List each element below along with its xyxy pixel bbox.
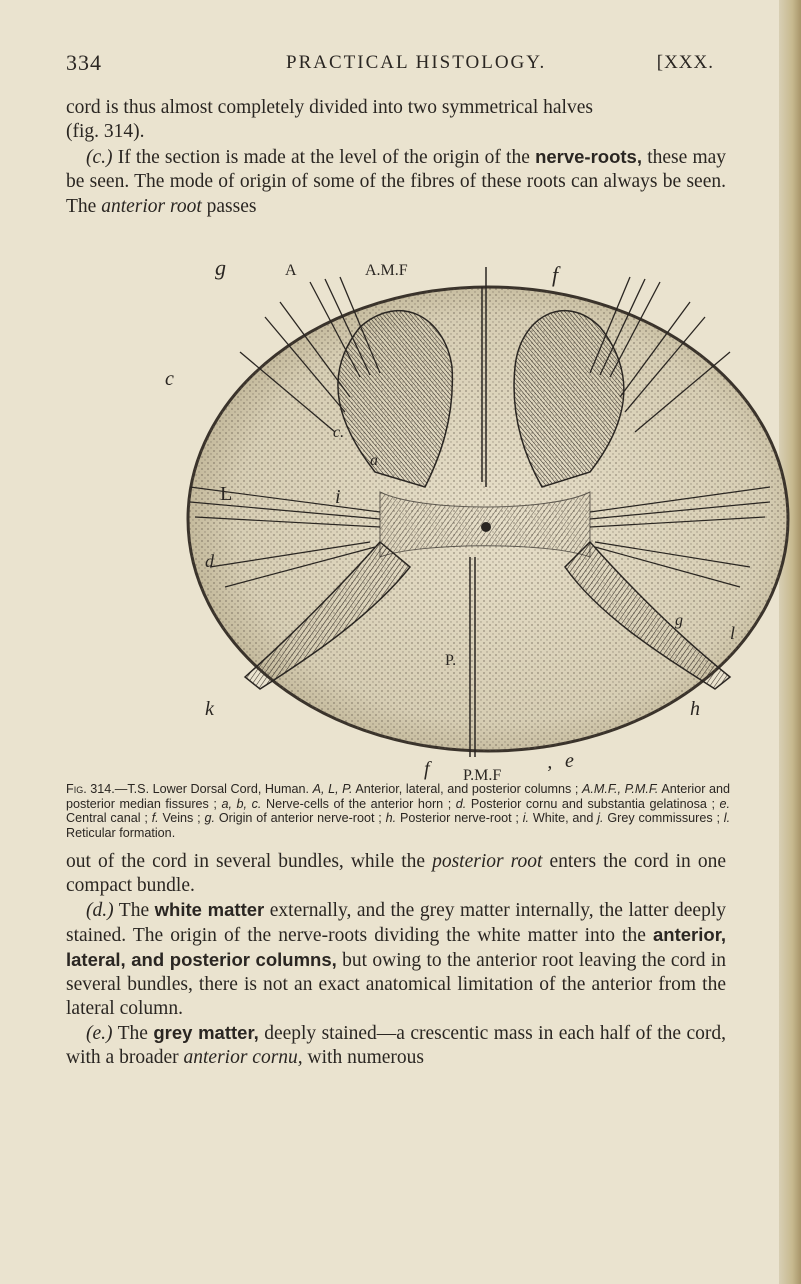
text-run: The [117, 1023, 148, 1044]
para-label: (c.) [86, 146, 113, 168]
label-bottom-mark: ’ [545, 762, 552, 784]
caption-run: —T.S. Lower Dorsal Cord, Human. [114, 782, 310, 796]
italic-term: anterior root [101, 195, 202, 217]
italic-term: posterior root [432, 851, 543, 872]
text-run: out of the cord in several bundles, while the [66, 851, 426, 872]
bold-term: grey matter, [153, 1022, 259, 1043]
bold-term: nerve-roots, [535, 145, 642, 167]
page-header [66, 50, 726, 80]
top-paragraphs [66, 96, 726, 219]
caption-ref: l. [723, 811, 731, 825]
label-P: P. [445, 652, 457, 669]
caption-text [66, 782, 730, 840]
paragraph-continued [66, 850, 726, 898]
italic-term: anterior cornu, [183, 1047, 303, 1068]
caption-run: Veins ; [162, 811, 201, 825]
label-c: c [165, 368, 174, 390]
label-g-left: g [215, 255, 226, 280]
page-number: 334 [66, 50, 102, 75]
label-A: A [285, 262, 297, 279]
caption-ref: h. [385, 811, 397, 825]
label-f-bottom: f [424, 758, 430, 780]
caption-run: Posterior cornu and substantia gelatinosa ; [470, 796, 715, 811]
caption-ref: d. [455, 796, 467, 811]
label-cl: c. [333, 424, 345, 441]
label-d: d [205, 551, 214, 571]
label-a: a [370, 452, 378, 469]
para-label: (e.) [86, 1023, 113, 1044]
page-edge [779, 0, 801, 1284]
bold-term: anterior, lateral, and posterior columns, [66, 924, 727, 970]
caption-run: Grey commissures ; [607, 811, 720, 825]
text-run: The [118, 900, 150, 921]
label-h: h [690, 698, 700, 720]
caption-ref: a, b, c. [221, 796, 262, 811]
text-run: with numerous [307, 1047, 424, 1068]
text-run: deeply stained—a crescentic mass in each half of the cord, with a broader [66, 1023, 726, 1068]
label-PMF: P.M.F [463, 767, 502, 784]
caption-ref: g. [204, 811, 215, 825]
text-run: but owing to the anterior root leaving the cord in several bundles, there is not an exact anatomical limitation of the anterior from the lateral column. [66, 950, 726, 1019]
text-run: externally, and the grey matter internally, the latter deeply stained. The origin of the nerve-roots dividing the white matter into the [66, 900, 727, 946]
chapter-number: [XXX. [656, 52, 714, 73]
text-line: (fig. 314). [66, 121, 145, 143]
label-g-right: g [675, 612, 683, 629]
caption-ref: A, L, P. [312, 782, 353, 796]
text-run: enters the cord in one compact bundle. [66, 851, 727, 896]
bold-term: white matter [154, 899, 265, 920]
figure-caption [66, 782, 730, 840]
caption-run: White, and [532, 811, 594, 825]
label-e: e [565, 750, 574, 772]
caption-ref: i. [522, 811, 530, 825]
caption-ref: P.M.F. [624, 782, 659, 796]
label-f-right: f [552, 262, 559, 287]
label-AMF: A.M.F [365, 262, 408, 279]
text-line: cord is thus almost completely divided into two symmetrical halves [66, 97, 593, 118]
central-canal [481, 522, 491, 532]
caption-run: Origin of anterior nerve-root ; [218, 811, 382, 825]
caption-run: Reticular formation. [66, 825, 176, 840]
caption-run: Nerve-cells of the anterior horn ; [265, 796, 452, 811]
caption-run: Anterior, lateral, and posterior columns ; [355, 782, 579, 796]
bottom-paragraphs [66, 850, 726, 1070]
text-run: If the section is made at the level of the origin of the [117, 146, 530, 168]
paragraph-c [66, 145, 726, 219]
caption-ref: e. [719, 796, 731, 811]
fig-label: Fig. 314. [66, 782, 115, 796]
spinal-cord-section-figure [165, 255, 775, 784]
caption-ref: A.M.F., [582, 782, 621, 796]
para-label: (d.) [86, 900, 114, 921]
caption-run: Posterior nerve-root ; [399, 811, 519, 825]
text-run: these may be seen. The mode of origin of some of the fibres of these roots can always be seen. The [66, 146, 727, 217]
paragraph-e [66, 1021, 726, 1070]
caption-run: Central canal ; [66, 811, 148, 825]
label-l: l [730, 623, 736, 643]
label-L: L [220, 483, 233, 505]
caption-ref: f. [151, 811, 159, 825]
text-run: passes [206, 195, 257, 217]
caption-ref: j. [597, 811, 604, 825]
paragraph-d [66, 898, 726, 1021]
label-k: k [205, 698, 214, 720]
caption-run: Anterior and posterior median fissures ; [66, 782, 731, 811]
label-i: i [335, 486, 341, 508]
running-title: PRACTICAL HISTOLOGY. [286, 52, 547, 73]
